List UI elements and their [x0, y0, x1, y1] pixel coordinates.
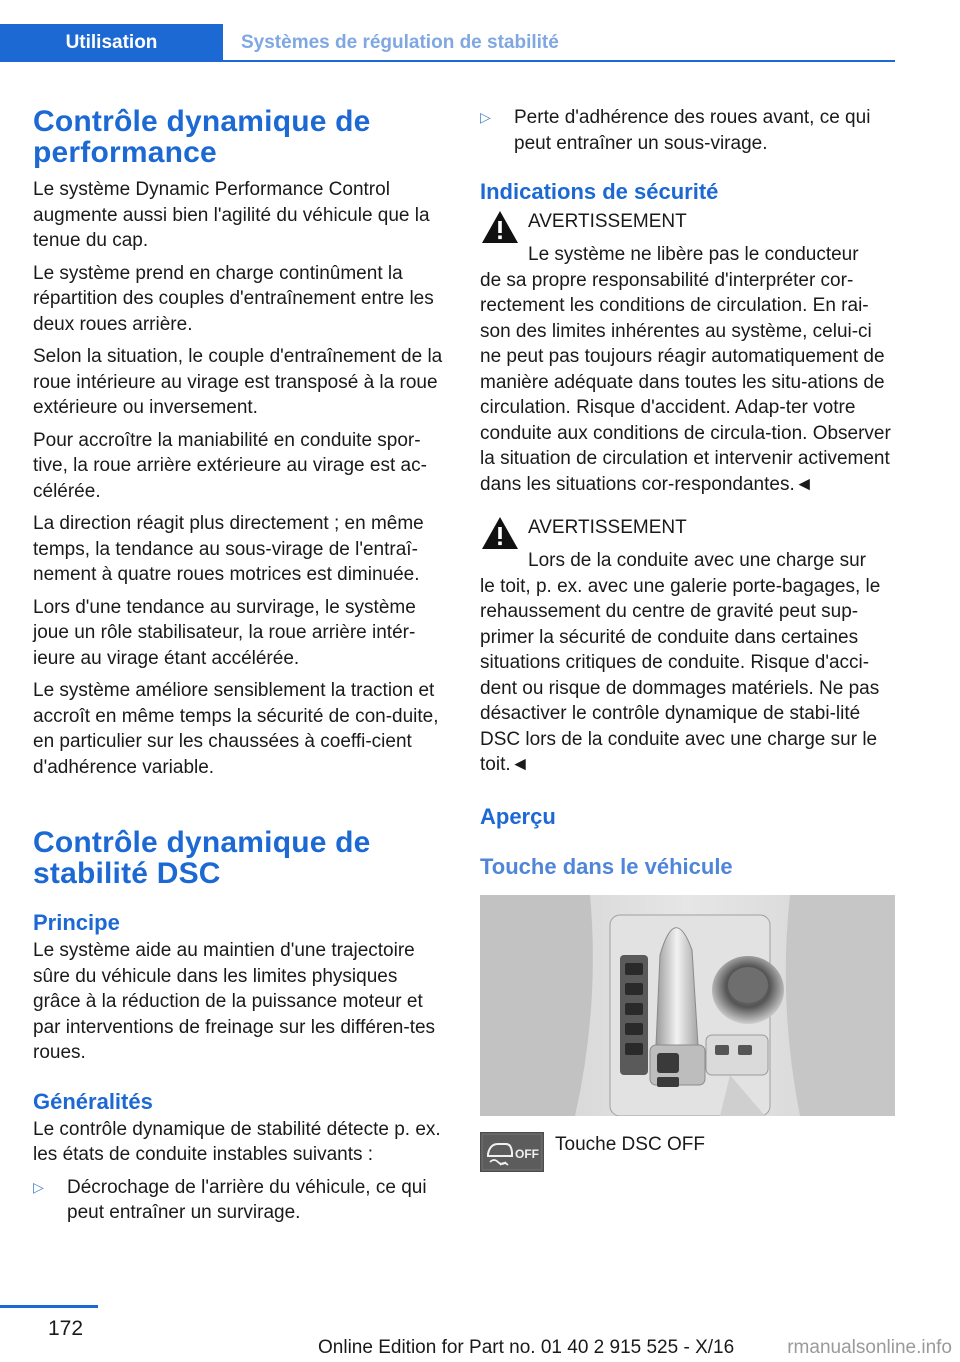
- center-console-photo: [480, 895, 895, 1116]
- paragraph: Lors d'une tendance au survirage, le système joue un rôle stabilisateur, la roue arrière intér-ieure au virage étant accélérée.: [33, 596, 416, 669]
- bullet-triangle-icon: ▷: [480, 109, 491, 125]
- paragraph: Le contrôle dynamique de stabilité détecte p. ex. les états de conduite instables suivants :: [33, 1118, 441, 1165]
- heading-principe: Principe: [33, 910, 120, 935]
- warning-text: de sa propre responsabilité d'interpréter cor-rectement les conditions de circulation. En rai-son des limites inhérentes au système, celui-ci ne peut pas toujours réagir automatiquement de manière adéquate dans toutes les situ-ations de circulation. Risque d'accident. Adap-ter votre conduite aux conditions de circula-tion. Observer la situation de circulation et intervenir activement dans les situations cor-respondantes.◄: [480, 269, 891, 495]
- list-item-text: Décrochage de l'arrière du véhicule, ce qui peut entraîner un survirage.: [67, 1176, 427, 1223]
- page-number: 172: [48, 1317, 84, 1340]
- dsc-off-icon: [480, 1132, 544, 1172]
- warning-title: AVERTISSEMENT: [528, 517, 687, 538]
- svg-text:OFF: OFF: [515, 1146, 539, 1161]
- heading-safety: Indications de sécurité: [480, 179, 719, 204]
- section-tab[interactable]: Utilisation: [0, 24, 223, 62]
- warning-triangle-icon: [480, 515, 520, 551]
- warning-block: [480, 515, 897, 778]
- warning-triangle-icon: [480, 209, 520, 245]
- page-header: [0, 24, 895, 62]
- list-item: [33, 1175, 448, 1226]
- paragraph: Le système Dynamic Performance Control augmente aussi bien l'agilité du véhicule que la tenue du cap.: [33, 179, 430, 251]
- warning-text-first-line: Lors de la conduite avec une charge sur: [528, 550, 866, 571]
- dsc-off-key-row: [480, 1132, 897, 1176]
- left-column: [33, 100, 448, 1226]
- paragraph: Le système améliore sensiblement la traction et accroît en même temps la sécurité de con-duite, en particulier sur les chaussées à coeffi-cient d'adhérence variable.: [33, 680, 439, 778]
- paragraph: Le système aide au maintien d'une trajectoire sûre du véhicule dans les limites physiques grâce à la réduction de la puissance moteur et par interventions de freinage sur les différen-tes roues.: [33, 940, 436, 1063]
- paragraph: Le système prend en charge continûment la répartition des couples d'entraînement entre les deux roues arrière.: [33, 262, 434, 335]
- heading-dsc: Contrôle dynamique de stabilité DSC: [33, 826, 371, 890]
- header-rule: [223, 60, 895, 62]
- list-item: [480, 105, 897, 156]
- heading-apercu: Aperçu: [480, 803, 556, 829]
- list-item-text: Perte d'adhérence des roues avant, ce qui peut entraîner un sous-virage.: [514, 107, 871, 154]
- warning-text-first-line: Le système ne libère pas le conducteur: [528, 244, 859, 265]
- heading-generalites: Généralités: [33, 1088, 153, 1114]
- footer-rule: [0, 1305, 98, 1308]
- right-column: [480, 100, 897, 1176]
- paragraph: Pour accroître la maniabilité en conduite spor-tive, la roue arrière extérieure au virage est ac-célérée.: [33, 429, 427, 502]
- chapter-title[interactable]: Systèmes de régulation de stabilité: [241, 32, 559, 53]
- watermark: rmanualsonline.info: [787, 1337, 952, 1358]
- paragraph: La direction réagit plus directement ; en même temps, la tendance au sous-virage de l'entraî-nement à quatre roues motrices est diminuée.: [33, 513, 424, 585]
- warning-text: le toit, p. ex. avec une galerie porte-bagages, le rehaussement du centre de gravité peut sup-primer la sécurité de conduite dans certaines situations critiques de conduite. Risque d'acci-dent ou risque de dommages matériels. Ne pas désactiver le contrôle dynamique de stabi-lité DSC lors de la conduite avec une charge sur le toit.◄: [480, 575, 881, 775]
- heading-dynamic-performance: Contrôle dynamique de performance: [33, 105, 371, 169]
- heading-touche: Touche dans le véhicule: [480, 853, 733, 879]
- edition-note: Online Edition for Part no. 01 40 2 915 525 - X/16: [318, 1337, 735, 1358]
- paragraph: Selon la situation, le couple d'entraînement de la roue intérieure au virage est transposé à la roue extérieure ou inversement.: [33, 346, 443, 418]
- warning-title: AVERTISSEMENT: [528, 211, 687, 232]
- dsc-off-label: Touche DSC OFF: [555, 1133, 705, 1155]
- bullet-triangle-icon: ▷: [33, 1178, 44, 1195]
- warning-block: [480, 209, 897, 497]
